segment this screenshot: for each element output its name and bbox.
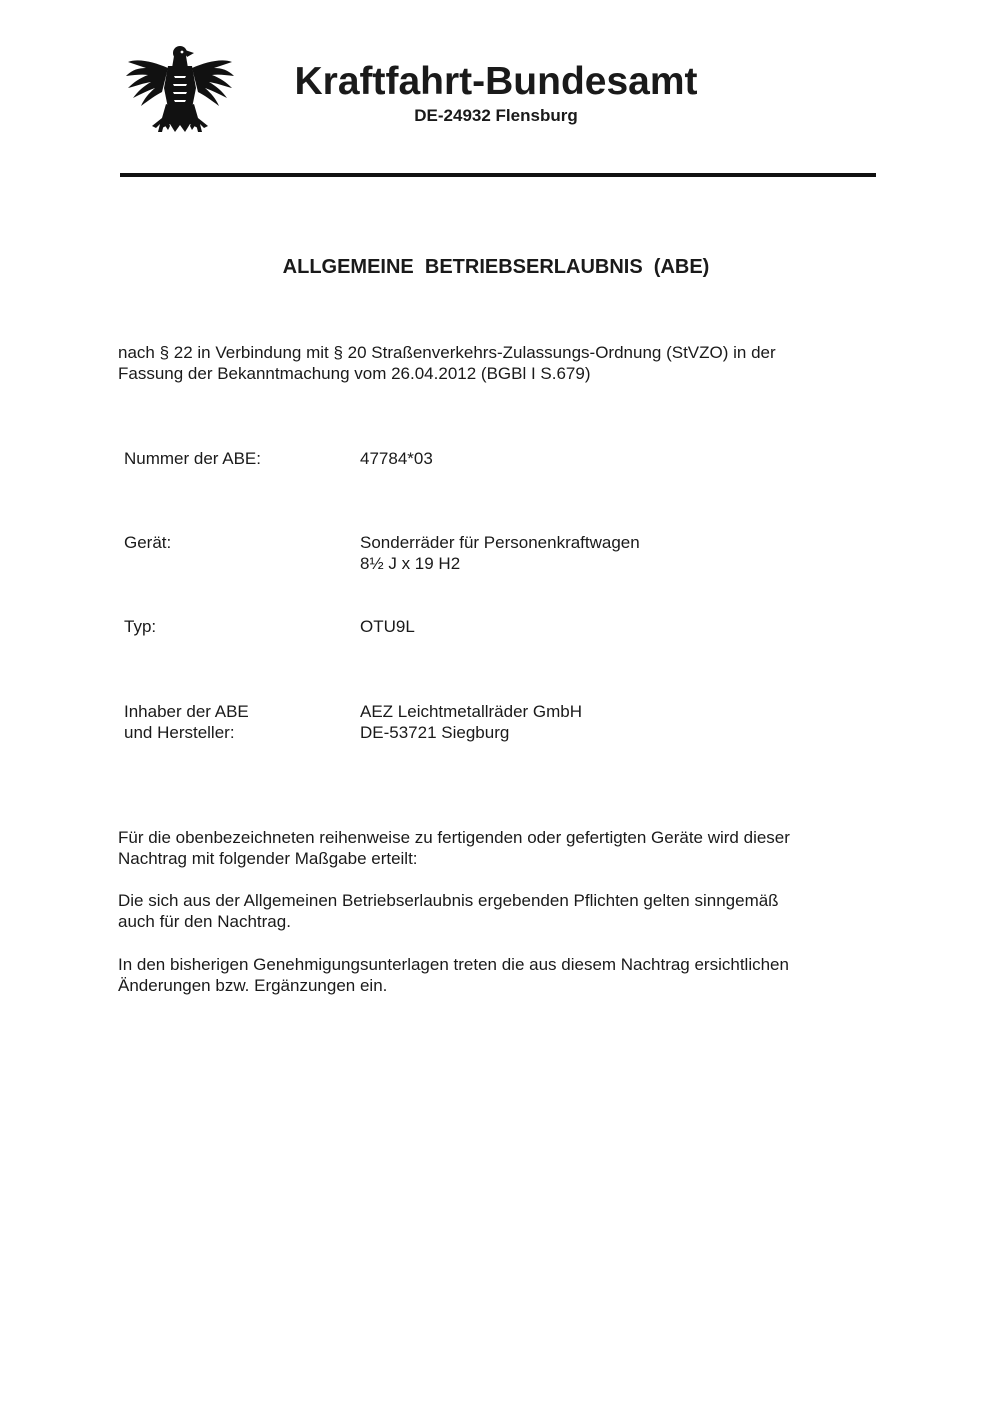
body-paragraph <box>118 954 878 996</box>
abe-number-label <box>124 448 261 469</box>
holder-value-line: AEZ Leichtmetallräder GmbH <box>360 702 583 721</box>
holder-label-line: und Hersteller: <box>124 723 235 742</box>
holder-value-line: DE-53721 Siegburg <box>360 723 510 742</box>
body-line: Die sich aus der Allgemeinen Betriebserlaubnis ergebenden Pflichten gelten sinngemäß <box>118 891 779 910</box>
body-line: Für die obenbezeichneten reihenweise zu fertigenden oder gefertigten Geräte wird dieser <box>118 828 790 847</box>
document-title: ALLGEMEINE BETRIEBSERLAUBNIS (ABE) <box>282 256 710 278</box>
device-value-line: 8½ J x 19 H2 <box>360 554 461 573</box>
abe-number-value-text: 47784*03 <box>360 449 433 468</box>
abe-number-value <box>360 448 433 469</box>
legal-basis-paragraph <box>118 342 878 384</box>
header-divider <box>120 173 876 177</box>
body-line: Nachtrag mit folgender Maßgabe erteilt: <box>118 849 418 868</box>
organization-name: Kraftfahrt-Bundesamt <box>294 60 698 103</box>
body-paragraph <box>118 827 878 869</box>
holder-label-line: Inhaber der ABE <box>124 702 249 721</box>
type-label-text: Typ: <box>124 617 157 636</box>
type-value <box>360 616 415 637</box>
legal-basis-line: nach § 22 in Verbindung mit § 20 Straßenverkehrs-Zulassungs-Ordnung (StVZO) in der <box>118 343 776 362</box>
holder-label <box>124 701 249 743</box>
body-line: auch für den Nachtrag. <box>118 912 291 931</box>
device-label-text: Gerät: <box>124 533 172 552</box>
body-line: Änderungen bzw. Ergänzungen ein. <box>118 976 388 995</box>
organization-address: DE-24932 Flensburg <box>414 106 578 125</box>
type-value-text: OTU9L <box>360 617 415 636</box>
device-label <box>124 532 171 553</box>
legal-basis-line: Fassung der Bekanntmachung vom 26.04.2012 (BGBl I S.679) <box>118 364 591 383</box>
body-paragraph <box>118 890 878 932</box>
type-label <box>124 616 156 637</box>
body-line: In den bisherigen Genehmigungsunterlagen treten die aus diesem Nachtrag ersichtlichen <box>118 955 789 974</box>
abe-number-label-text: Nummer der ABE: <box>124 449 261 468</box>
holder-value <box>360 701 582 743</box>
device-value <box>360 532 640 574</box>
federal-eagle-icon <box>124 42 236 148</box>
device-value-line: Sonderräder für Personenkraftwagen <box>360 533 640 552</box>
